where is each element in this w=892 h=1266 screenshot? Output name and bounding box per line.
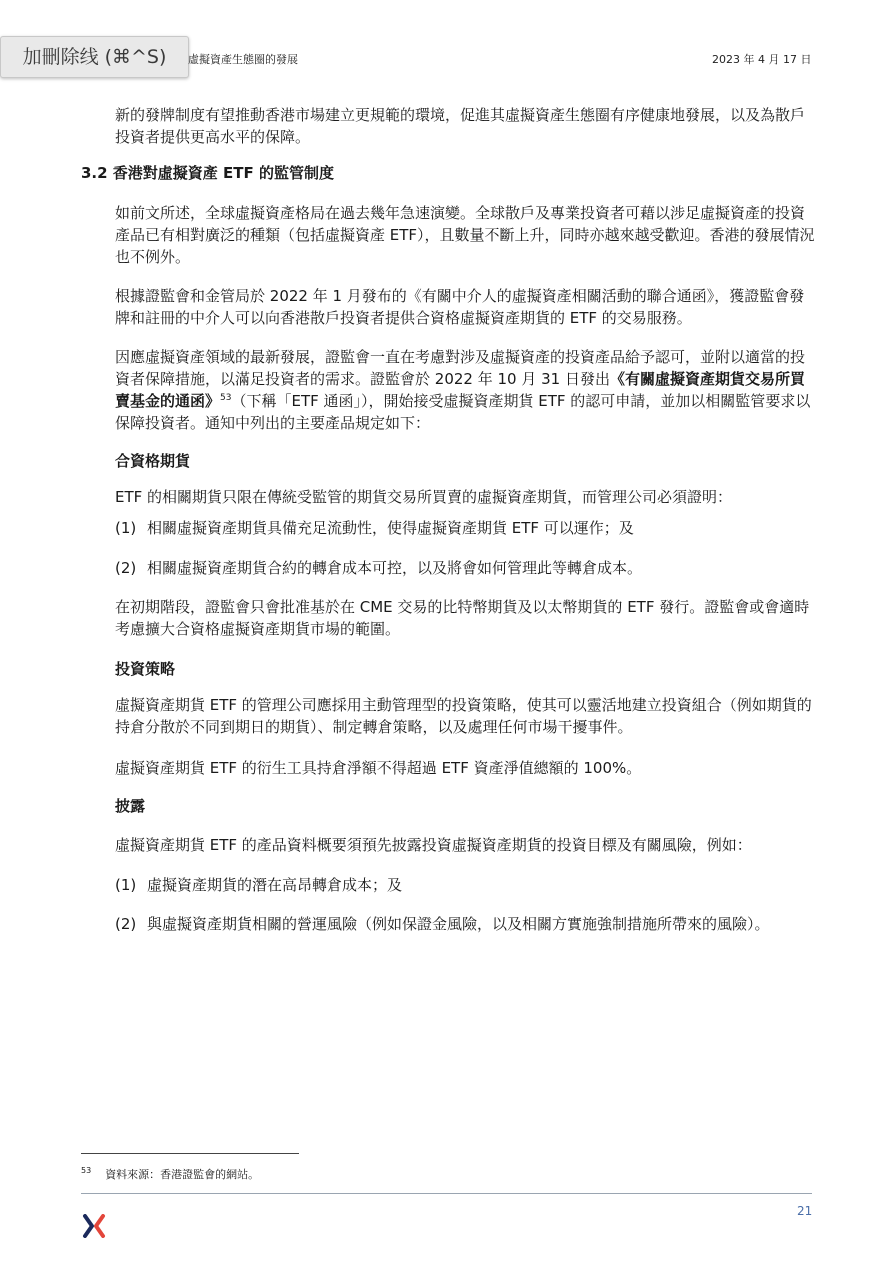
header-date: 2023 年 4 月 17 日 [712,53,812,66]
strategy-para-1 [115,694,815,738]
footer-divider [81,1193,812,1194]
section-para-2 [115,285,815,329]
footnote-number: 53 [81,1166,92,1175]
section-para-1-text: 如前文所述，全球虛擬資產格局在過去幾年急速演變。全球散戶及專業投資者可藉以涉足虛擬資產的投資產品已有相對廣泛的種類（包括虛擬資產 ETF），且數量不斷上升，同時亦越來越受歡迎。香港的發展情況也不例外。 [115,204,815,266]
strikethrough-tooltip: 加刪除线 (⌘^S) [0,36,189,78]
intro-text: 新的發牌制度有望推動香港市場建立更規範的環境，促進其虛擬資產生態圈有序健康地發展，以及為散戶投資者提供更高水平的保障。 [115,106,806,146]
qualified-item-1-num: (1) [115,519,137,537]
qualified-para-2 [115,596,815,640]
section-para-3-text-b: （下稱「ETF 通函」），開始接受虛擬資產期貨 ETF 的認可申請，並加以相關監管要求以保障投資者。通知中列出的主要產品規定如下： [115,392,811,432]
disclosure-heading: 披露 [115,797,146,815]
disclosure-para [115,834,815,856]
section-para-2-text: 根據證監會和金管局於 2022 年 1 月發布的《有關中介人的虛擬資產相關活動的聯合通函》，獲證監會發牌和註冊的中介人可以向香港散戶投資者提供合資格虛擬資產期貨的 ETF 的交易服務。 [115,287,805,327]
footnote-ref[interactable]: 53 [220,393,232,403]
circular-title: 《有關虛擬資產期貨交易所買賣基金的通函》 [115,370,805,410]
qualified-para-text: ETF 的相關期貨只限在傳統受監管的期貨交易所買賣的虛擬資產期貨，而管理公司必須證明： [115,488,733,506]
section-heading: 3.2 香港對虛擬資產 ETF 的監管制度 [81,164,334,182]
strategy-para-1-text: 虛擬資產期貨 ETF 的管理公司應採用主動管理型的投資策略，使其可以靈活地建立投資組合（例如期貨的持倉分散於不同到期日的期貨）、制定轉倉策略，以及處理任何市場干擾事件。 [115,696,812,736]
footnote-divider [81,1153,299,1154]
page-number: 21 [797,1204,813,1218]
section-para-1 [115,202,815,268]
header-title: 虛擬資產生態圈的發展 [188,53,298,66]
strategy-para-2-text: 虛擬資產期貨 ETF 的衍生工具持倉淨額不得超過 ETF 資產淨值總額的 100%。 [115,759,642,777]
disclosure-para-text: 虛擬資產期貨 ETF 的產品資料概要須預先披露投資虛擬資產期貨的投資目標及有關風險，例如： [115,836,752,854]
intro-paragraph [115,104,815,148]
disclosure-item-2-num: (2) [115,915,137,933]
disclosure-item-1-num: (1) [115,876,137,894]
qualified-item-2-num: (2) [115,559,137,577]
qualified-item-1-text: 相關虛擬資產期貨具備充足流動性，使得虛擬資產期貨 ETF 可以運作；及 [147,519,634,537]
disclosure-item-2-text: 與虛擬資產期貨相關的營運風險（例如保證金風險，以及相關方實施強制措施所帶來的風險）。 [147,915,770,933]
section-para-3-text-a: 因應虛擬資產領域的最新發展，證監會一直在考慮對涉及虛擬資產的投資產品給予認可，並附以適當的投資者保障措施，以滿足投資者的需求。證監會於 2022 年 10 月 31 日發出 [115,348,806,388]
qualified-para-2-text: 在初期階段，證監會只會批准基於在 CME 交易的比特幣期貨及以太幣期貨的 ETF 發行。證監會或會適時考慮擴大合資格虛擬資產期貨市場的範圍。 [115,598,810,638]
footnote [81,1166,259,1182]
disclosure-item-1-text: 虛擬資產期貨的潛在高昂轉倉成本；及 [147,876,403,894]
section-para-3 [115,346,815,434]
strategy-heading: 投資策略 [115,660,176,678]
qualified-para [115,486,815,508]
hkex-logo-icon [82,1214,106,1238]
strategy-para-2 [115,757,815,779]
footnote-text: 資料來源：香港證監會的網站。 [105,1168,260,1181]
qualified-heading: 合資格期貨 [115,452,191,470]
qualified-item-2-text: 相關虛擬資產期貨合約的轉倉成本可控，以及將會如何管理此等轉倉成本。 [147,559,643,577]
